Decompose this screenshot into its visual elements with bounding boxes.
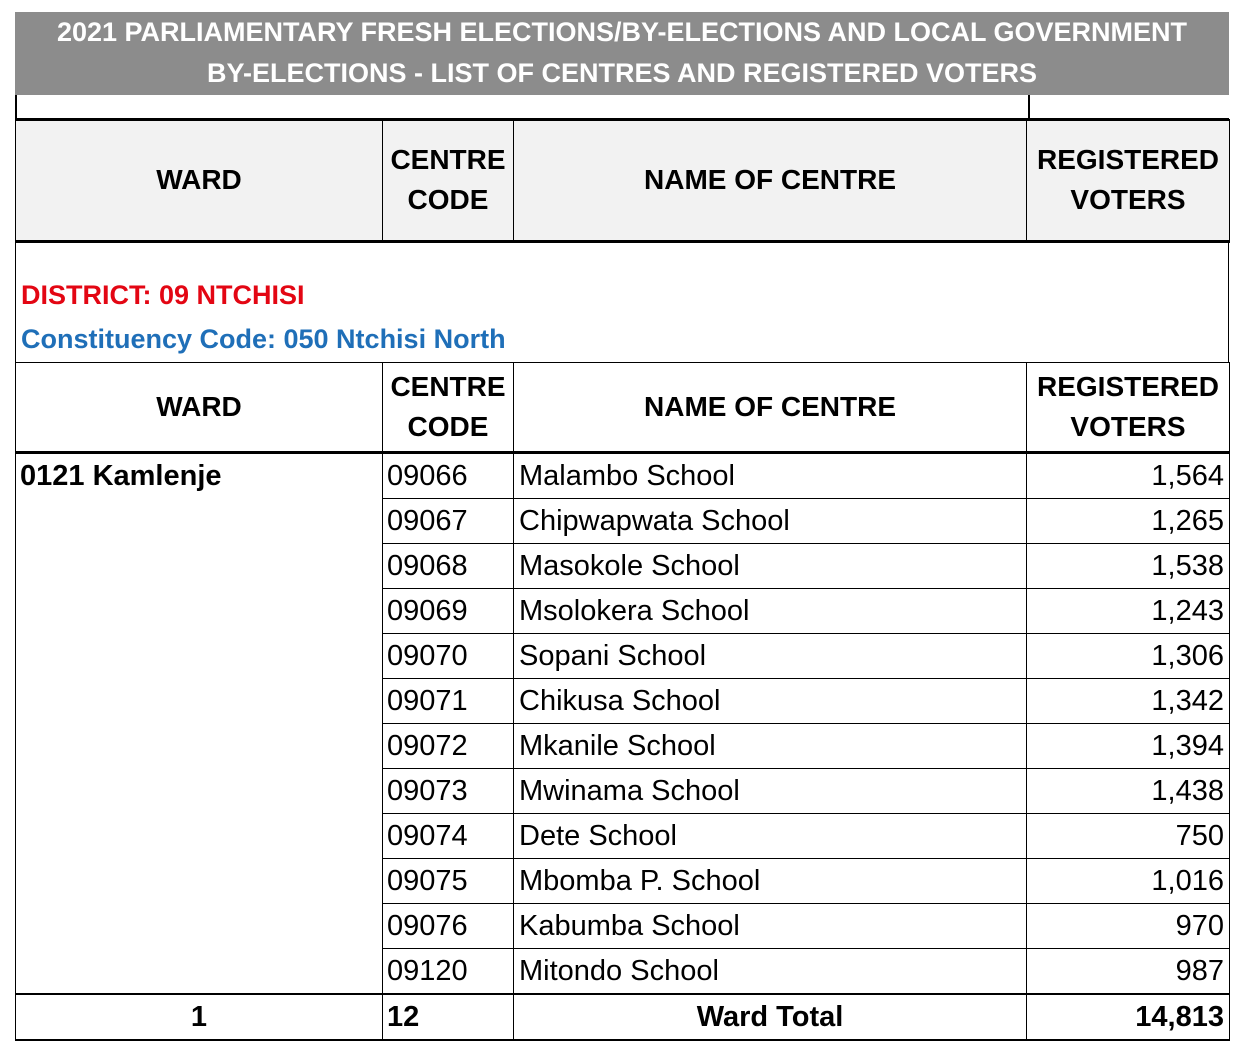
registered-voters: 1,438 <box>1027 769 1230 814</box>
centre-name: Sopani School <box>514 634 1027 679</box>
header-row <box>16 120 1230 241</box>
registered-voters: 1,306 <box>1027 634 1230 679</box>
constituency-label: Constituency Code: 050 Ntchisi North <box>21 324 506 354</box>
district-label: DISTRICT: 09 NTCHISI <box>21 280 305 310</box>
ward-count: 1 <box>16 994 383 1040</box>
header-ward: WARD <box>16 120 383 241</box>
table-header-row <box>16 363 1230 453</box>
centre-name: Chikusa School <box>514 679 1027 724</box>
ward-name: 0121 Kamlenje <box>16 453 383 995</box>
registered-voters: 750 <box>1027 814 1230 859</box>
registered-voters: 970 <box>1027 904 1230 949</box>
title-line-2: BY-ELECTIONS - LIST OF CENTRES AND REGISTERED VOTERS <box>206 58 1038 88</box>
centre-name: Kabumba School <box>514 904 1027 949</box>
title-line-1: 2021 PARLIAMENTARY FRESH ELECTIONS/BY-ELECTIONS AND LOCAL GOVERNMENT <box>56 17 1188 47</box>
centre-name: Mwinama School <box>514 769 1027 814</box>
centre-code: 09069 <box>383 589 514 634</box>
centre-code: 09120 <box>383 949 514 995</box>
header-registered-voters: REGISTERED VOTERS <box>1027 363 1230 453</box>
centre-code: 09072 <box>383 724 514 769</box>
centre-name: Mitondo School <box>514 949 1027 995</box>
ward-total-voters: 14,813 <box>1027 994 1230 1040</box>
header-ward: WARD <box>16 363 383 453</box>
centre-code: 09071 <box>383 679 514 724</box>
registered-voters: 1,265 <box>1027 499 1230 544</box>
ward-total-row <box>16 994 1230 1040</box>
district-info <box>15 240 1229 362</box>
registered-voters: 1,243 <box>1027 589 1230 634</box>
centre-code: 09076 <box>383 904 514 949</box>
registered-voters: 1,016 <box>1027 859 1230 904</box>
ward-total-label: Ward Total <box>514 994 1027 1040</box>
centre-code: 09074 <box>383 814 514 859</box>
registered-voters: 1,564 <box>1027 453 1230 499</box>
centres-table <box>15 362 1230 1041</box>
centre-name: Mbomba P. School <box>514 859 1027 904</box>
registered-voters: 1,394 <box>1027 724 1230 769</box>
spacer-row <box>15 95 1229 119</box>
registered-voters: 1,538 <box>1027 544 1230 589</box>
header-centre-name: NAME OF CENTRE <box>514 363 1027 453</box>
centre-code: 09066 <box>383 453 514 499</box>
title-banner <box>15 12 1229 95</box>
registered-voters: 1,342 <box>1027 679 1230 724</box>
centre-name: Mkanile School <box>514 724 1027 769</box>
header-centre-code: CENTRE CODE <box>383 120 514 241</box>
centre-code: 09073 <box>383 769 514 814</box>
centre-count: 12 <box>383 994 514 1040</box>
centre-name: Msolokera School <box>514 589 1027 634</box>
registered-voters: 987 <box>1027 949 1230 995</box>
centre-name: Dete School <box>514 814 1027 859</box>
column-header-table <box>15 119 1230 243</box>
centre-code: 09070 <box>383 634 514 679</box>
header-registered-voters: REGISTERED VOTERS <box>1027 120 1230 241</box>
centre-name: Chipwapwata School <box>514 499 1027 544</box>
header-centre-name: NAME OF CENTRE <box>514 120 1027 241</box>
header-centre-code: CENTRE CODE <box>383 363 514 453</box>
centre-code: 09075 <box>383 859 514 904</box>
centre-code: 09067 <box>383 499 514 544</box>
table-row <box>16 453 1230 499</box>
centre-code: 09068 <box>383 544 514 589</box>
centre-name: Malambo School <box>514 453 1027 499</box>
centre-name: Masokole School <box>514 544 1027 589</box>
